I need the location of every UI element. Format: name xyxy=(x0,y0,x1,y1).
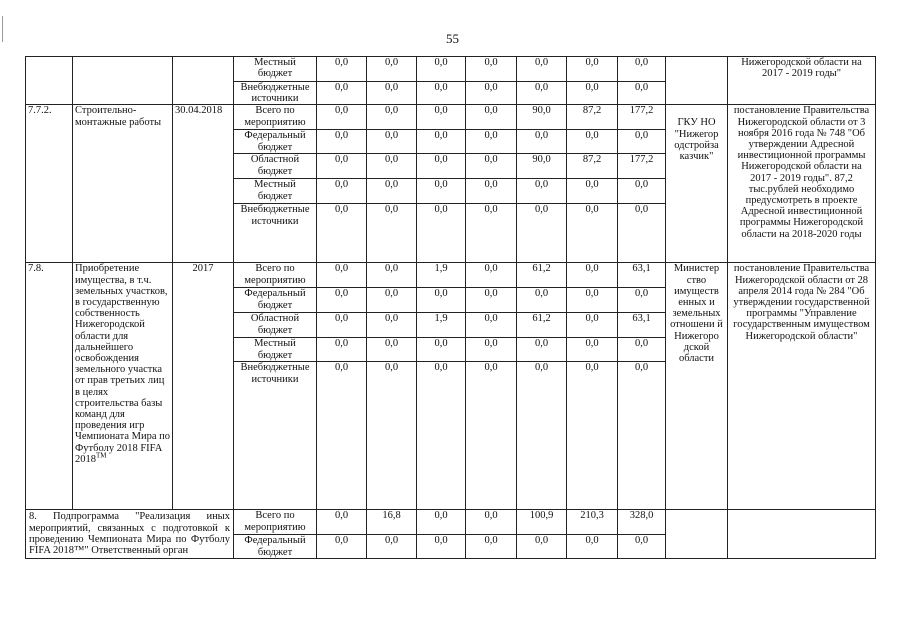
date-cell: 30.04.2018 xyxy=(173,105,234,263)
value-cell: 0,0 xyxy=(317,204,367,263)
value-cell: 0,0 xyxy=(317,338,367,362)
value-cell: 0,0 xyxy=(618,535,666,559)
value-cell: 61,2 xyxy=(517,313,567,338)
value-cell: 0,0 xyxy=(367,82,417,105)
value-cell: 0,0 xyxy=(317,362,367,510)
value-cell: 0,0 xyxy=(618,362,666,510)
value-cell: 0,0 xyxy=(466,154,517,179)
value-cell: 1,9 xyxy=(417,263,466,288)
name-cell xyxy=(73,57,173,105)
value-cell: 0,0 xyxy=(466,57,517,82)
value-cell: 0,0 xyxy=(317,82,367,105)
value-cell: 0,0 xyxy=(466,105,517,130)
name-cell: Строительно-монтажные работы xyxy=(73,105,173,263)
value-cell: 0,0 xyxy=(417,362,466,510)
value-cell: 0,0 xyxy=(367,288,417,313)
value-cell: 0,0 xyxy=(466,362,517,510)
value-cell: 0,0 xyxy=(466,263,517,288)
value-cell: 0,0 xyxy=(317,263,367,288)
value-cell: 0,0 xyxy=(317,130,367,154)
item-name: Приобретение имущества, в т.ч. земельных участков, в государственную собственность Нижегородской области для дальнейшего освобождения земельного участка от прав третьих лиц в целях строительства базы команд для проведения игр Чемпионата Мира по Футболу 2018 FIFA 2018 xyxy=(75,263,170,465)
value-cell: 0,0 xyxy=(367,154,417,179)
value-cell: 0,0 xyxy=(417,510,466,535)
value-cell: 0,0 xyxy=(466,204,517,263)
value-cell: 0,0 xyxy=(466,288,517,313)
value-cell: 0,0 xyxy=(367,313,417,338)
value-cell: 0,0 xyxy=(517,362,567,510)
num-cell: 7.7.2. xyxy=(26,105,73,263)
value-cell: 0,0 xyxy=(317,154,367,179)
value-cell: 0,0 xyxy=(567,263,618,288)
table-row xyxy=(26,510,876,535)
trademark-sup: TM xyxy=(96,451,107,460)
value-cell: 0,0 xyxy=(417,105,466,130)
value-cell: 0,0 xyxy=(317,105,367,130)
value-cell: 0,0 xyxy=(367,535,417,559)
value-cell: 0,0 xyxy=(417,130,466,154)
source-label: Всего по мероприятию xyxy=(234,263,317,288)
value-cell: 100,9 xyxy=(517,510,567,535)
value-cell: 0,0 xyxy=(367,179,417,204)
value-cell: 0,0 xyxy=(417,288,466,313)
value-cell: 0,0 xyxy=(317,179,367,204)
source-label: Внебюджетные источники xyxy=(234,204,317,263)
value-cell: 0,0 xyxy=(466,179,517,204)
value-cell: 0,0 xyxy=(517,535,567,559)
value-cell: 0,0 xyxy=(367,338,417,362)
value-cell: 63,1 xyxy=(618,263,666,288)
value-cell: 0,0 xyxy=(517,130,567,154)
program-table xyxy=(25,56,876,559)
value-cell: 0,0 xyxy=(567,288,618,313)
source-label: Всего по мероприятию xyxy=(234,105,317,130)
value-cell: 0,0 xyxy=(567,204,618,263)
value-cell: 0,0 xyxy=(417,82,466,105)
value-cell: 0,0 xyxy=(466,535,517,559)
value-cell: 87,2 xyxy=(567,154,618,179)
value-cell: 0,0 xyxy=(367,263,417,288)
value-cell: 0,0 xyxy=(317,57,367,82)
value-cell: 0,0 xyxy=(317,510,367,535)
value-cell: 0,0 xyxy=(618,57,666,82)
table-row xyxy=(26,57,876,82)
value-cell: 0,0 xyxy=(317,288,367,313)
value-cell: 0,0 xyxy=(517,288,567,313)
value-cell: 0,0 xyxy=(618,288,666,313)
num-cell: 7.8. xyxy=(26,263,73,510)
value-cell: 0,0 xyxy=(567,362,618,510)
source-label: Областной бюджет xyxy=(234,313,317,338)
date-cell: 2017 xyxy=(173,263,234,510)
table-row xyxy=(26,105,876,130)
value-cell: 210,3 xyxy=(567,510,618,535)
value-cell: 0,0 xyxy=(517,82,567,105)
value-cell: 0,0 xyxy=(517,179,567,204)
note-cell: Нижегородской области на 2017 - 2019 годы" xyxy=(728,57,876,105)
value-cell: 0,0 xyxy=(417,154,466,179)
value-cell: 90,0 xyxy=(517,154,567,179)
executor-cell: Министер ство имуществ енных и земельных отношени й Нижегоро дской области xyxy=(666,263,728,510)
source-label: Местный бюджет xyxy=(234,338,317,362)
value-cell: 0,0 xyxy=(466,338,517,362)
value-cell: 0,0 xyxy=(567,179,618,204)
value-cell: 0,0 xyxy=(367,204,417,263)
value-cell: 0,0 xyxy=(367,362,417,510)
name-cell xyxy=(73,263,173,510)
value-cell: 61,2 xyxy=(517,263,567,288)
value-cell: 0,0 xyxy=(618,338,666,362)
value-cell: 0,0 xyxy=(618,130,666,154)
date-cell xyxy=(173,57,234,105)
value-cell: 0,0 xyxy=(417,57,466,82)
source-label: Федеральный бюджет xyxy=(234,130,317,154)
subprogram-cell: 8. Подпрограмма "Реализация иных мероприятий, связанных с подготовкой к проведению Чемпионата Мира по Футболу FIFA 2018™" Ответственный орган xyxy=(26,510,234,559)
value-cell: 0,0 xyxy=(517,338,567,362)
value-cell: 328,0 xyxy=(618,510,666,535)
value-cell: 0,0 xyxy=(466,130,517,154)
value-cell: 1,9 xyxy=(417,313,466,338)
source-label: Всего по мероприятию xyxy=(234,510,317,535)
source-label: Внебюджетные источники xyxy=(234,362,317,510)
value-cell: 0,0 xyxy=(466,82,517,105)
executor-cell xyxy=(666,510,728,559)
value-cell: 0,0 xyxy=(417,179,466,204)
value-cell: 0,0 xyxy=(618,179,666,204)
value-cell: 0,0 xyxy=(317,535,367,559)
source-label: Местный бюджет xyxy=(234,57,317,82)
value-cell: 16,8 xyxy=(367,510,417,535)
note-cell xyxy=(728,510,876,559)
note-cell: постановление Правительства Нижегородской области от 3 ноября 2016 года № 748 "Об утверждении Адресной инвестиционной программы Нижегородской области на 2017 - 2019 годы". 87,2 тыс.рублей необходимо предусмотреть в проекте Адресной инвестиционной программы Нижегородской области на 2018-2020 годы xyxy=(728,105,876,263)
value-cell: 0,0 xyxy=(567,82,618,105)
value-cell: 0,0 xyxy=(367,105,417,130)
value-cell: 0,0 xyxy=(466,510,517,535)
value-cell: 0,0 xyxy=(567,313,618,338)
value-cell: 177,2 xyxy=(618,105,666,130)
note-cell: постановление Правительства Нижегородской области от 28 апреля 2014 года № 284 "Об утверждении государственной программы "Управление государственным имуществом Нижегородской области" xyxy=(728,263,876,510)
value-cell: 0,0 xyxy=(567,57,618,82)
value-cell: 0,0 xyxy=(417,338,466,362)
executor-cell xyxy=(666,57,728,105)
source-label: Внебюджетные источники xyxy=(234,82,317,105)
value-cell: 0,0 xyxy=(618,82,666,105)
value-cell: 0,0 xyxy=(517,204,567,263)
source-label: Федеральный бюджет xyxy=(234,535,317,559)
source-label: Областной бюджет xyxy=(234,154,317,179)
source-label: Федеральный бюджет xyxy=(234,288,317,313)
value-cell: 177,2 xyxy=(618,154,666,179)
table-row xyxy=(26,263,876,288)
value-cell: 63,1 xyxy=(618,313,666,338)
value-cell: 0,0 xyxy=(367,57,417,82)
value-cell: 0,0 xyxy=(618,204,666,263)
value-cell: 0,0 xyxy=(417,535,466,559)
page-number: 55 xyxy=(446,31,459,46)
value-cell: 0,0 xyxy=(517,57,567,82)
value-cell: 0,0 xyxy=(317,313,367,338)
value-cell: 0,0 xyxy=(567,535,618,559)
value-cell: 90,0 xyxy=(517,105,567,130)
source-label: Местный бюджет xyxy=(234,179,317,204)
executor-cell: ГКУ НО "Нижегор одстройза казчик" xyxy=(666,105,728,263)
value-cell: 87,2 xyxy=(567,105,618,130)
value-cell: 0,0 xyxy=(417,204,466,263)
value-cell: 0,0 xyxy=(466,313,517,338)
value-cell: 0,0 xyxy=(367,130,417,154)
num-cell xyxy=(26,57,73,105)
value-cell: 0,0 xyxy=(567,338,618,362)
value-cell: 0,0 xyxy=(567,130,618,154)
